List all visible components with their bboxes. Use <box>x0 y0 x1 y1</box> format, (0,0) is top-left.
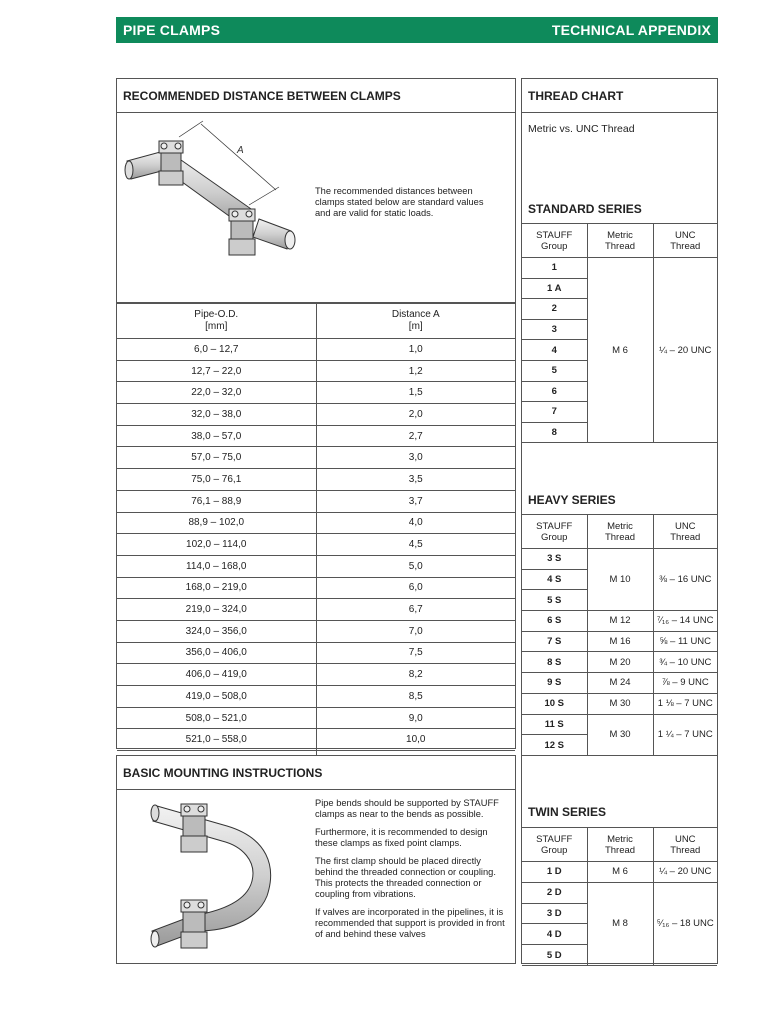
thread-table-row <box>522 611 717 632</box>
unc-thread-cell: ¼ – 20 UNC <box>653 258 717 443</box>
stauff-group-cell: 10 S <box>522 693 587 714</box>
metric-thread-cell: M 12 <box>587 611 653 632</box>
thread-chart-section <box>521 78 718 964</box>
distance-a-cell: 2,0 <box>316 404 515 426</box>
distance-a-cell: 1,0 <box>316 339 515 361</box>
thread-table-row <box>522 693 717 714</box>
table-row <box>117 512 515 534</box>
metric-thread-cell: M 30 <box>587 693 653 714</box>
standard-series-title: STANDARD SERIES <box>528 202 642 216</box>
pipe-od-cell: 508,0 – 521,0 <box>117 707 316 729</box>
distance-a-cell: 5,0 <box>316 555 515 577</box>
unc-thread-cell: ⁵⁄₁₆ – 18 UNC <box>653 882 717 965</box>
stauff-group-cell: 4 <box>522 340 587 361</box>
unc-thread-cell: ⅜ – 16 UNC <box>653 549 717 611</box>
stauff-group-cell: 1 D <box>522 862 587 883</box>
mounting-paragraph: If valves are incorporated in the pipelines, it is recommended that support is provided in front of and behind these valves <box>315 907 505 939</box>
mounting-paragraph: Pipe bends should be supported by STAUFF clamps as near to the bends as possible. <box>315 798 499 819</box>
heavy-series-title: HEAVY SERIES <box>528 493 616 507</box>
stauff-group-cell: 5 <box>522 360 587 381</box>
distance-a-cell: 7,5 <box>316 642 515 664</box>
col-distance-a-header: Distance A [m] <box>316 304 515 339</box>
distance-a-cell: 8,2 <box>316 664 515 686</box>
mounting-paragraph: Furthermore, it is recommended to design these clamps as fixed point clamps. <box>315 827 488 848</box>
stauff-group-cell: 5 D <box>522 945 587 966</box>
table-row <box>117 425 515 447</box>
pipe-od-cell: 22,0 – 32,0 <box>117 382 316 404</box>
thread-table-row <box>522 652 717 673</box>
unc-thread-header: UNC Thread <box>653 515 717 549</box>
thread-table-header <box>522 224 717 258</box>
metric-thread-cell: M 6 <box>587 258 653 443</box>
unc-thread-cell: ¾ – 10 UNC <box>653 652 717 673</box>
unc-thread-cell: ¼ – 20 UNC <box>653 862 717 883</box>
twin-series-title: TWIN SERIES <box>528 805 607 819</box>
thread-table-row <box>522 631 717 652</box>
standard-series-table <box>522 223 717 443</box>
distance-a-cell: 1,2 <box>316 360 515 382</box>
unc-thread-cell: ⅝ – 11 UNC <box>653 631 717 652</box>
stauff-group-cell: 12 S <box>522 735 587 756</box>
metric-thread-cell: M 24 <box>587 673 653 694</box>
stauff-group-cell: 7 <box>522 402 587 423</box>
stauff-group-cell: 11 S <box>522 714 587 735</box>
stauff-group-cell: 5 S <box>522 590 587 611</box>
table-row <box>117 642 515 664</box>
pipe-od-cell: 75,0 – 76,1 <box>117 469 316 491</box>
unc-thread-header: UNC Thread <box>653 224 717 258</box>
mounting-instructions-text <box>315 798 509 947</box>
table-row <box>117 404 515 426</box>
stauff-group-cell: 4 S <box>522 569 587 590</box>
distance-a-cell: 3,0 <box>316 447 515 469</box>
pipe-od-cell: 6,0 – 12,7 <box>117 339 316 361</box>
distance-table <box>117 303 515 772</box>
distance-a-cell: 6,0 <box>316 577 515 599</box>
distance-a-cell: 6,7 <box>316 599 515 621</box>
distance-table-header <box>117 304 515 339</box>
pipe-od-cell: 168,0 – 219,0 <box>117 577 316 599</box>
table-row <box>117 534 515 556</box>
unc-thread-cell: ⅞ – 9 UNC <box>653 673 717 694</box>
stauff-group-header: STAUFF Group <box>522 224 587 258</box>
col-pipe-od-header: Pipe-O.D. [mm] <box>117 304 316 339</box>
table-row <box>117 599 515 621</box>
distance-section <box>116 78 516 749</box>
mounting-paragraph: The first clamp should be placed directly behind the threaded connection or coupling. This protects the threaded connection or coupling from vibrations. <box>315 856 496 899</box>
pipe-od-cell: 356,0 – 406,0 <box>117 642 316 664</box>
unc-thread-cell: 1 ¼ – 7 UNC <box>653 714 717 755</box>
distance-a-cell: 7,0 <box>316 620 515 642</box>
stauff-group-header: STAUFF Group <box>522 515 587 549</box>
pipe-od-cell: 32,0 – 38,0 <box>117 404 316 426</box>
distance-a-cell: 4,5 <box>316 534 515 556</box>
table-row <box>117 555 515 577</box>
distance-a-cell: 9,0 <box>316 707 515 729</box>
metric-thread-cell: M 30 <box>587 714 653 755</box>
metric-thread-cell: M 16 <box>587 631 653 652</box>
pipe-bend-clamp-illustration <box>147 796 297 961</box>
mounting-section-title: BASIC MOUNTING INSTRUCTIONS <box>117 756 515 790</box>
pipe-od-cell: 76,1 – 88,9 <box>117 490 316 512</box>
twin-series-table <box>522 827 717 966</box>
metric-thread-cell: M 8 <box>587 882 653 965</box>
metric-thread-header: Metric Thread <box>587 224 653 258</box>
stauff-group-cell: 7 S <box>522 631 587 652</box>
distance-a-cell: 3,5 <box>316 469 515 491</box>
thread-table-row <box>522 258 717 279</box>
table-row <box>117 707 515 729</box>
distance-illustration-area <box>117 113 515 303</box>
distance-description: The recommended distances between clamps stated below are standard values and are valid for static loads. <box>315 186 484 218</box>
pipe-od-cell: 12,7 – 22,0 <box>117 360 316 382</box>
pipe-od-cell: 102,0 – 114,0 <box>117 534 316 556</box>
pipe-od-cell: 114,0 – 168,0 <box>117 555 316 577</box>
pipe-clamp-distance-illustration <box>119 119 304 279</box>
stauff-group-cell: 6 <box>522 381 587 402</box>
thread-table-row <box>522 714 717 735</box>
stauff-group-cell: 2 <box>522 299 587 320</box>
pipe-od-cell: 219,0 – 324,0 <box>117 599 316 621</box>
pipe-od-cell: 419,0 – 508,0 <box>117 686 316 708</box>
stauff-group-cell: 1 A <box>522 278 587 299</box>
heavy-series-table <box>522 514 717 756</box>
distance-a-cell: 3,7 <box>316 490 515 512</box>
thread-chart-title: THREAD CHART <box>522 79 717 113</box>
metric-thread-cell: M 6 <box>587 862 653 883</box>
thread-table-header <box>522 828 717 862</box>
table-row <box>117 490 515 512</box>
stauff-group-cell: 9 S <box>522 673 587 694</box>
table-row <box>117 577 515 599</box>
stauff-group-cell: 8 <box>522 422 587 443</box>
metric-thread-cell: M 10 <box>587 549 653 611</box>
distance-a-cell: 10,0 <box>316 729 515 751</box>
distance-a-cell: 4,0 <box>316 512 515 534</box>
stauff-group-cell: 2 D <box>522 882 587 903</box>
stauff-group-cell: 4 D <box>522 924 587 945</box>
header-left-title: PIPE CLAMPS <box>123 22 221 38</box>
thread-table-row <box>522 862 717 883</box>
thread-table-row <box>522 673 717 694</box>
thread-chart-subtitle: Metric vs. UNC Thread <box>528 123 635 135</box>
table-row <box>117 620 515 642</box>
table-row <box>117 686 515 708</box>
thread-table-header <box>522 515 717 549</box>
header-right-title: TECHNICAL APPENDIX <box>551 22 711 38</box>
stauff-group-cell: 3 <box>522 319 587 340</box>
header-bar <box>116 17 718 43</box>
thread-table-row <box>522 549 717 570</box>
distance-a-cell: 2,7 <box>316 425 515 447</box>
table-row <box>117 469 515 491</box>
stauff-group-cell: 6 S <box>522 611 587 632</box>
unc-thread-header: UNC Thread <box>653 828 717 862</box>
table-row <box>117 729 515 751</box>
thread-table-row <box>522 882 717 903</box>
pipe-od-cell: 324,0 – 356,0 <box>117 620 316 642</box>
metric-thread-cell: M 20 <box>587 652 653 673</box>
metric-thread-header: Metric Thread <box>587 828 653 862</box>
pipe-od-cell: 38,0 – 57,0 <box>117 425 316 447</box>
pipe-od-cell: 406,0 – 419,0 <box>117 664 316 686</box>
pipe-od-cell: 88,9 – 102,0 <box>117 512 316 534</box>
stauff-group-cell: 1 <box>522 258 587 279</box>
unc-thread-cell: 1 ⅛ – 7 UNC <box>653 693 717 714</box>
metric-thread-header: Metric Thread <box>587 515 653 549</box>
unc-thread-cell: ⁷⁄₁₆ – 14 UNC <box>653 611 717 632</box>
distance-section-title: RECOMMENDED DISTANCE BETWEEN CLAMPS <box>117 79 515 113</box>
mounting-section <box>116 755 516 964</box>
dimension-a-label: A <box>237 145 244 156</box>
pipe-od-cell: 521,0 – 558,0 <box>117 729 316 751</box>
table-row <box>117 664 515 686</box>
stauff-group-cell: 8 S <box>522 652 587 673</box>
table-row <box>117 339 515 361</box>
table-row <box>117 360 515 382</box>
distance-a-cell: 1,5 <box>316 382 515 404</box>
distance-a-cell: 8,5 <box>316 686 515 708</box>
table-row <box>117 382 515 404</box>
table-row <box>117 447 515 469</box>
stauff-group-cell: 3 D <box>522 903 587 924</box>
stauff-group-header: STAUFF Group <box>522 828 587 862</box>
stauff-group-cell: 3 S <box>522 549 587 570</box>
pipe-od-cell: 57,0 – 75,0 <box>117 447 316 469</box>
